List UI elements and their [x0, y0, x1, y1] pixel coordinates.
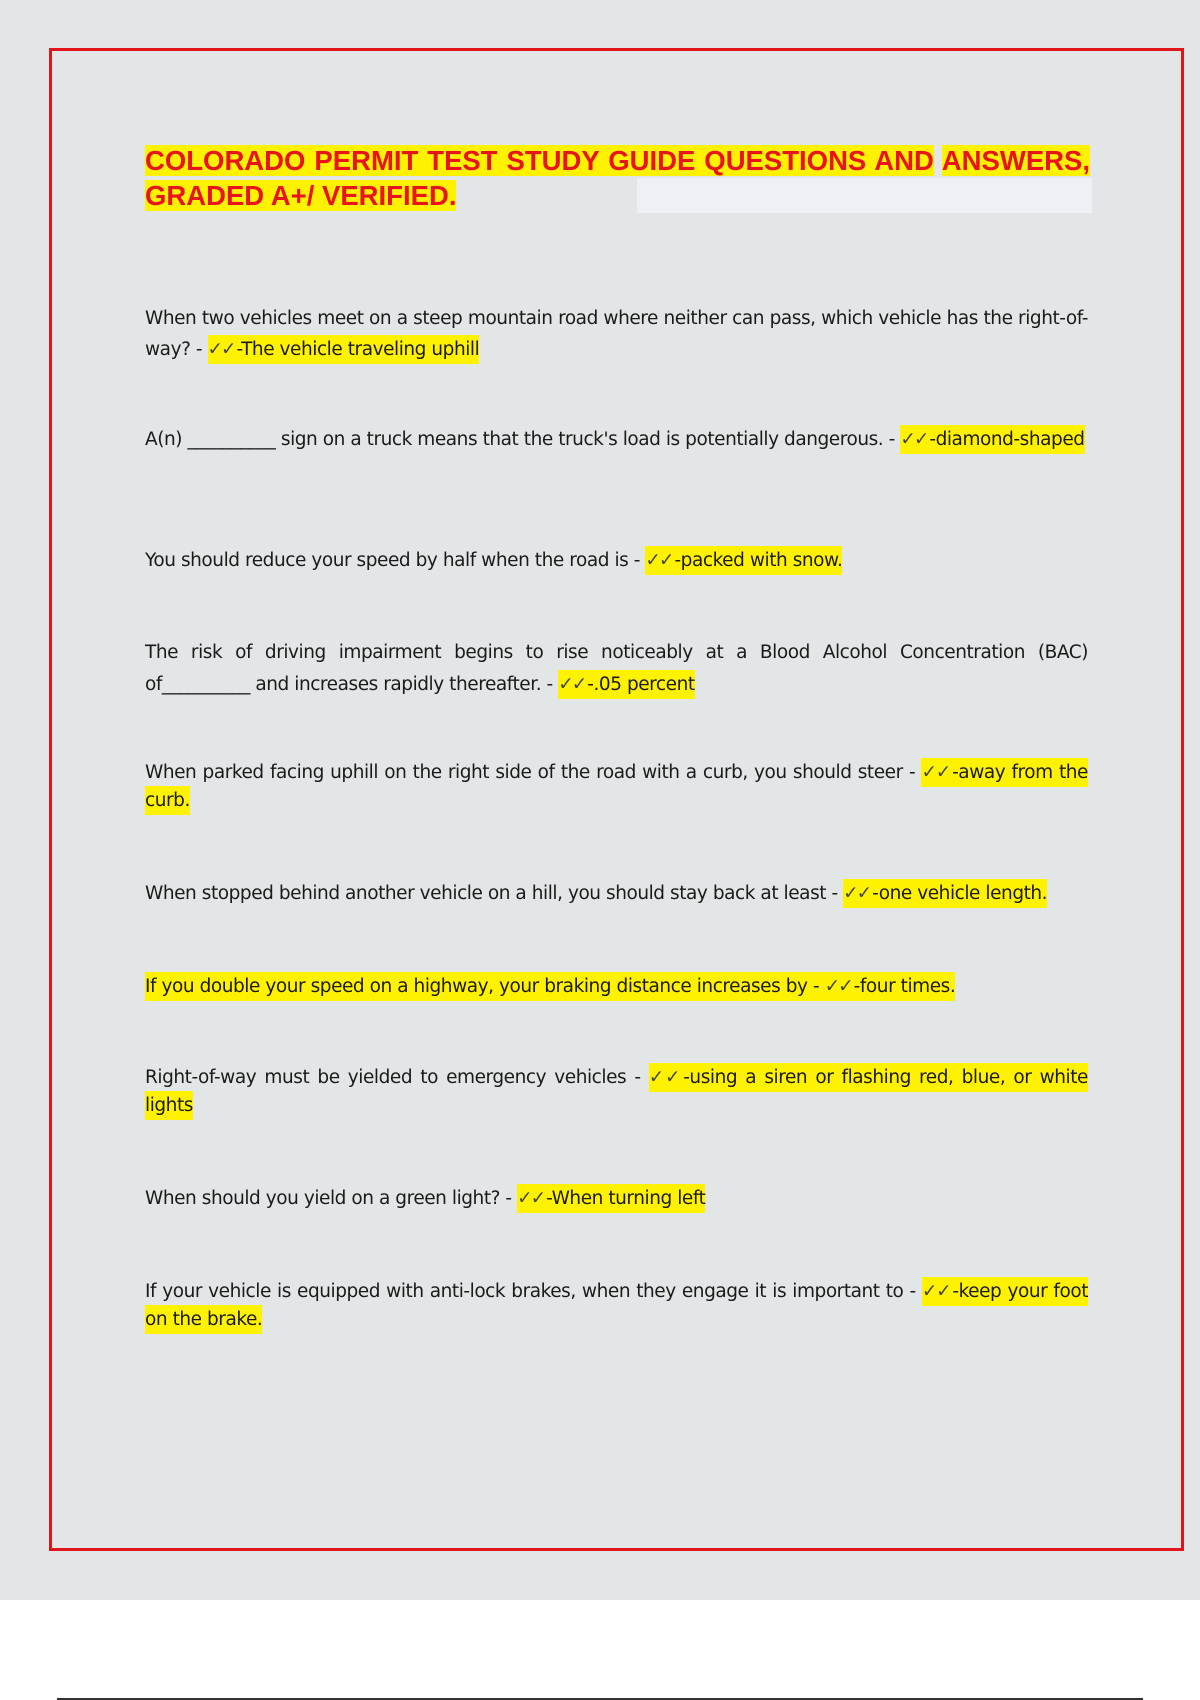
double-check-icon: ✓✓	[648, 1067, 682, 1088]
answer-text: -one vehicle length.	[872, 883, 1048, 904]
answer-text: -away from the curb.	[145, 762, 1088, 811]
answer-highlight	[843, 879, 1047, 908]
answer-text: -using a siren or flashing red, blue, or white lights	[145, 1067, 1088, 1116]
question-text: You should reduce your speed by half when the road is -	[145, 550, 646, 571]
answer-text: -keep your foot on the brake.	[145, 1281, 1089, 1330]
answer-highlight	[645, 546, 842, 575]
answer-text: -The vehicle traveling uphill	[236, 339, 480, 360]
double-check-icon: ✓✓	[843, 883, 871, 904]
double-check-icon: ✓✓	[921, 1281, 951, 1302]
double-check-icon: ✓✓	[207, 339, 235, 360]
double-check-icon: ✓✓	[645, 550, 673, 571]
question-item	[145, 548, 1088, 574]
question-text: If your vehicle is equipped with anti-lock brakes, when they engage it is important to -	[145, 1281, 922, 1302]
answer-text: -.05 percent	[587, 674, 695, 695]
question-text: Right-of-way must be yielded to emergency vehicles -	[145, 1067, 649, 1088]
answer-highlight	[558, 670, 694, 699]
document-title	[145, 143, 1090, 213]
question-item	[145, 881, 1088, 907]
question-item	[145, 1186, 1088, 1212]
answer-highlight	[208, 335, 480, 364]
question-item	[145, 974, 1088, 1000]
question-text: If you double your speed on a highway, your braking distance increases by -	[145, 976, 825, 997]
question-item	[145, 1278, 1088, 1334]
answer-text: -diamond-shaped	[929, 429, 1085, 450]
double-check-icon: ✓✓	[558, 674, 586, 695]
question-text: A(n) __________ sign on a truck means that the truck's load is potentially dangerous. -	[145, 429, 901, 450]
question-item	[145, 1064, 1088, 1120]
question-item	[145, 759, 1088, 815]
title-line-2: ANSWERS, GRADED A+/ VERIFIED.	[145, 145, 1090, 211]
question-item	[145, 426, 1088, 454]
question-item	[145, 637, 1088, 701]
title-line-1: COLORADO PERMIT TEST STUDY GUIDE QUESTIONS AND	[145, 145, 934, 176]
answer-text: -four times.	[853, 976, 956, 997]
double-check-icon: ✓✓	[824, 976, 852, 997]
double-check-icon: ✓✓	[900, 429, 928, 450]
double-check-icon: ✓✓	[921, 762, 951, 783]
question-text: When parked facing uphill on the right side of the road with a curb, you should steer -	[145, 762, 922, 783]
question-text: When stopped behind another vehicle on a hill, you should stay back at least -	[145, 883, 844, 904]
question-item	[145, 303, 1088, 365]
question-highlight	[145, 972, 955, 1001]
answer-text: -packed with snow.	[674, 550, 843, 571]
question-text: The risk of driving impairment begins to rise noticeably at a Blood Alcohol Concentration (BAC) of__________ and increases rapidly thereafter. -	[145, 642, 1088, 695]
answer-text: -When turning left	[546, 1188, 706, 1209]
question-text: When two vehicles meet on a steep mountain road where neither can pass, which vehicle has the right-of-way? -	[145, 308, 1088, 360]
double-check-icon: ✓✓	[517, 1188, 545, 1209]
answer-highlight	[900, 425, 1084, 454]
question-text: When should you yield on a green light? -	[145, 1188, 518, 1209]
answer-highlight	[517, 1184, 705, 1213]
